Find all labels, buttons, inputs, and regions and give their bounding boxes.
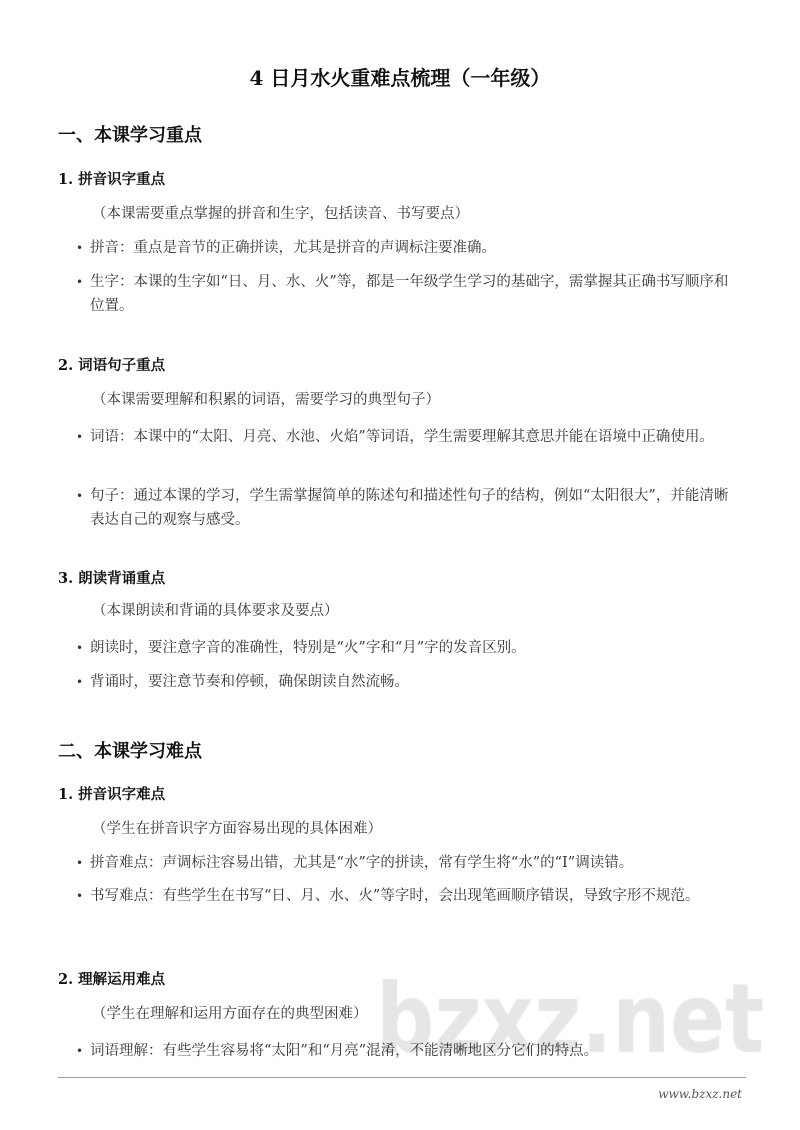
- bullet-icon: •: [76, 641, 84, 655]
- list-item-text: 背诵时，要注意节奏和停顿，确保朗读自然流畅。: [90, 674, 409, 690]
- bullet-icon: •: [76, 675, 84, 689]
- bullet-icon: •: [76, 275, 84, 289]
- subsection-note: （本课需要理解和积累的词语，需要学习的典型句子）: [92, 392, 440, 408]
- list-item-text: 词语理解：有些学生容易将“太阳”和“月亮”混淆，不能清晰地区分它们的特点。: [90, 1043, 599, 1059]
- subsection-heading: 2. 理解运用难点: [58, 971, 166, 988]
- subsection-heading: 2. 词语句子重点: [58, 357, 166, 374]
- list-item-text: 句子：通过本课的学习，学生需掌握简单的陈述句和描述性句子的结构，例如“太阳很大”，并能清晰表达自己的观察与感受。: [90, 488, 729, 528]
- subsection-heading: 1. 拼音识字难点: [58, 786, 166, 803]
- section-heading: 一、本课学习重点: [58, 125, 202, 146]
- page-title: 4 日月水火重难点梳理（一年级）: [249, 66, 551, 90]
- footer-url: www.bzxz.net: [658, 1087, 742, 1101]
- bullet-icon: •: [76, 1044, 84, 1058]
- bullet-icon: •: [76, 489, 84, 503]
- subsection-note: （学生在理解和运用方面存在的典型困难）: [92, 1006, 368, 1022]
- subsection-note: （本课需要重点掌握的拼音和生字，包括读音、书写要点）: [92, 206, 469, 222]
- subsection-note: （学生在拼音识字方面容易出现的具体困难）: [92, 821, 382, 837]
- list-item-text: 生字：本课的生字如“日、月、水、火”等，都是一年级学生学习的基础字，需掌握其正确书写顺序和位置。: [90, 274, 729, 314]
- subsection-note: （本课朗读和背诵的具体要求及要点）: [92, 603, 339, 619]
- list-item-text: 书写难点：有些学生在书写“日、月、水、火”等字时，会出现笔画顺序错误，导致字形不规范。: [90, 888, 700, 904]
- list-item-text: 拼音难点：声调标注容易出错，尤其是“水”字的拼读，常有学生将“水”的“I”调读错。: [90, 855, 634, 871]
- list-item-text: 词语：本课中的“太阳、月亮、水池、火焰”等词语，学生需要理解其意思并能在语境中正确使用。: [90, 429, 714, 445]
- footer-divider: [58, 1077, 746, 1078]
- list-item-text: 朗读时，要注意字音的准确性，特别是“火”字和“月”字的发音区别。: [90, 640, 526, 656]
- bullet-icon: •: [76, 241, 84, 255]
- bullet-icon: •: [76, 889, 84, 903]
- subsection-heading: 1. 拼音识字重点: [58, 171, 166, 188]
- section-heading: 二、本课学习难点: [58, 741, 202, 762]
- bullet-icon: •: [76, 856, 84, 870]
- list-item-text: 拼音：重点是音节的正确拼读，尤其是拼音的声调标注要准确。: [90, 240, 496, 256]
- bullet-icon: •: [76, 430, 84, 444]
- subsection-heading: 3. 朗读背诵重点: [58, 570, 166, 587]
